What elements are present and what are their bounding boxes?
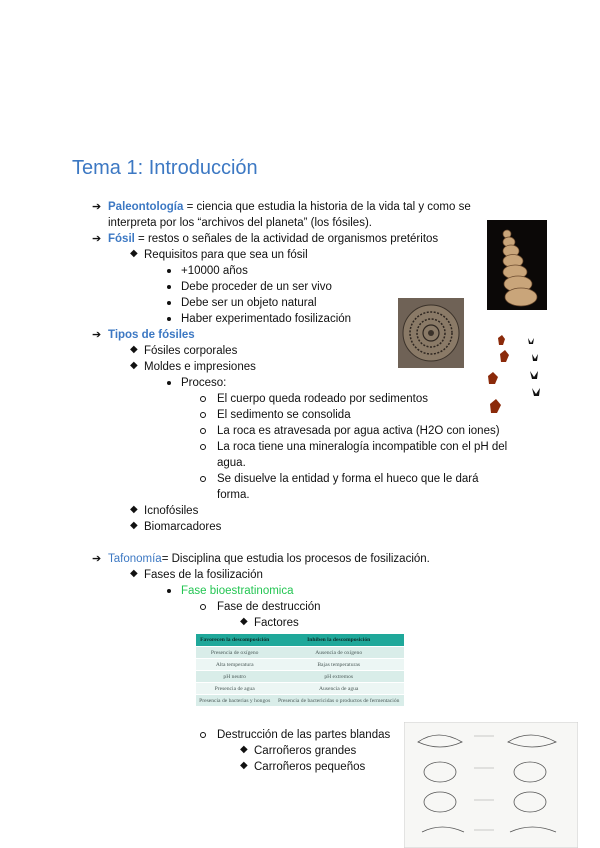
proceso-step: La roca tiene una mineralogía incompatible con el pH del — [217, 441, 508, 453]
fases-label: Fases de la fosilización — [144, 569, 263, 581]
arrow-bullet: ➔ — [92, 553, 102, 565]
proceso-step: El sedimento se consolida — [217, 409, 351, 421]
tipo-item: Moldes e impresiones — [144, 361, 256, 373]
diamond-bullet: ◆ — [130, 568, 138, 579]
diamond-bullet: ◆ — [130, 520, 138, 531]
table-cell: Alta temperatura — [196, 659, 273, 671]
proceso-step: Se disuelve la entidad y forma el hueco que le dará — [217, 473, 479, 485]
shell-fossil-image — [487, 220, 547, 310]
page-title: Tema 1: Introducción — [72, 157, 258, 179]
ammonite-fossil-image — [398, 298, 464, 368]
diamond-bullet: ◆ — [240, 760, 248, 771]
tafo-line — [108, 551, 430, 567]
footprints-image — [484, 334, 550, 420]
factores-label: Factores — [254, 617, 299, 629]
tipo-item: Fósiles corporales — [144, 345, 238, 357]
table-header-row — [196, 634, 404, 647]
arrow-bullet: ➔ — [92, 201, 102, 213]
table-cell: Ausencia de oxígeno — [273, 647, 404, 659]
proceso-step-cont: forma. — [217, 489, 250, 501]
circle-bullet — [200, 604, 206, 610]
table-cell: Presencia de bactericidas o productos de fermentación — [273, 695, 404, 707]
table-header: Favorecen la descomposición — [196, 634, 273, 647]
dot-bullet — [167, 317, 171, 321]
proceso-step: El cuerpo queda rodeado por sedimentos — [217, 393, 428, 405]
table-header: Inhiben la descomposición — [273, 634, 404, 647]
paleo-def: = ciencia que estudia la historia de la vida tal y como se — [183, 201, 471, 213]
proceso-step: La roca es atravesada por agua activa (H2O con iones) — [217, 425, 500, 437]
table-row — [196, 683, 404, 695]
paleo-term: Paleontología — [108, 201, 184, 213]
circle-bullet — [200, 428, 206, 434]
carroneros-item: Carroñeros grandes — [254, 745, 357, 757]
table-cell: Presencia de bacterias y hongos — [196, 695, 273, 707]
dot-bullet — [167, 269, 171, 273]
diamond-bullet: ◆ — [130, 360, 138, 371]
factores-table — [196, 634, 404, 706]
table-row — [196, 659, 404, 671]
table-row — [196, 647, 404, 659]
diamond-bullet: ◆ — [240, 744, 248, 755]
decomposition-sketch-image — [404, 722, 578, 848]
table-row — [196, 671, 404, 683]
dot-bullet — [167, 381, 171, 385]
circle-bullet — [200, 444, 206, 450]
dot-bullet — [167, 285, 171, 289]
tipo-item: Icnofósiles — [144, 505, 199, 517]
tipos-term: Tipos de fósiles — [108, 329, 195, 341]
table-cell: Bajas temperaturas — [273, 659, 404, 671]
paleo-def-cont: interpreta por los “archivos del planeta” (los fósiles). — [108, 217, 372, 229]
dot-bullet — [167, 589, 171, 593]
circle-bullet — [200, 412, 206, 418]
arrow-bullet: ➔ — [92, 329, 102, 341]
partes-blandas-label: Destrucción de las partes blandas — [217, 729, 391, 741]
fosil-def: = restos o señales de la actividad de organismos pretéritos — [134, 233, 439, 245]
circle-bullet — [200, 732, 206, 738]
circle-bullet — [200, 476, 206, 482]
circle-bullet — [200, 396, 206, 402]
tafo-term: Tafonomía — [108, 553, 162, 565]
tafo-def: = Disciplina que estudia los procesos de fosilización. — [161, 553, 430, 565]
req-item: Debe ser un objeto natural — [181, 297, 317, 309]
req-item: +10000 años — [181, 265, 248, 277]
arrow-bullet: ➔ — [92, 233, 102, 245]
diamond-bullet: ◆ — [130, 248, 138, 259]
req-title: Requisitos para que sea un fósil — [144, 249, 308, 261]
table-cell: Presencia de agua — [196, 683, 273, 695]
proceso-label: Proceso: — [181, 377, 227, 389]
req-item: Haber experimentado fosilización — [181, 313, 352, 325]
fase-bio: Fase bioestratinomica — [181, 585, 294, 597]
fosil-term: Fósil — [108, 233, 135, 245]
table-cell: pH extremos — [273, 671, 404, 683]
paleo-line — [108, 199, 471, 215]
proceso-step-cont: agua. — [217, 457, 246, 469]
tipo-item: Biomarcadores — [144, 521, 222, 533]
req-item: Debe proceder de un ser vivo — [181, 281, 332, 293]
table-cell: pH neutro — [196, 671, 273, 683]
dot-bullet — [167, 301, 171, 305]
table-row — [196, 695, 404, 707]
table-cell: Ausencia de agua — [273, 683, 404, 695]
destruccion-label: Fase de destrucción — [217, 601, 321, 613]
diamond-bullet: ◆ — [130, 344, 138, 355]
diamond-bullet: ◆ — [130, 504, 138, 515]
diamond-bullet: ◆ — [240, 616, 248, 627]
table-cell: Presencia de oxígeno — [196, 647, 273, 659]
fosil-line — [108, 231, 438, 247]
carroneros-item: Carroñeros pequeños — [254, 761, 366, 773]
